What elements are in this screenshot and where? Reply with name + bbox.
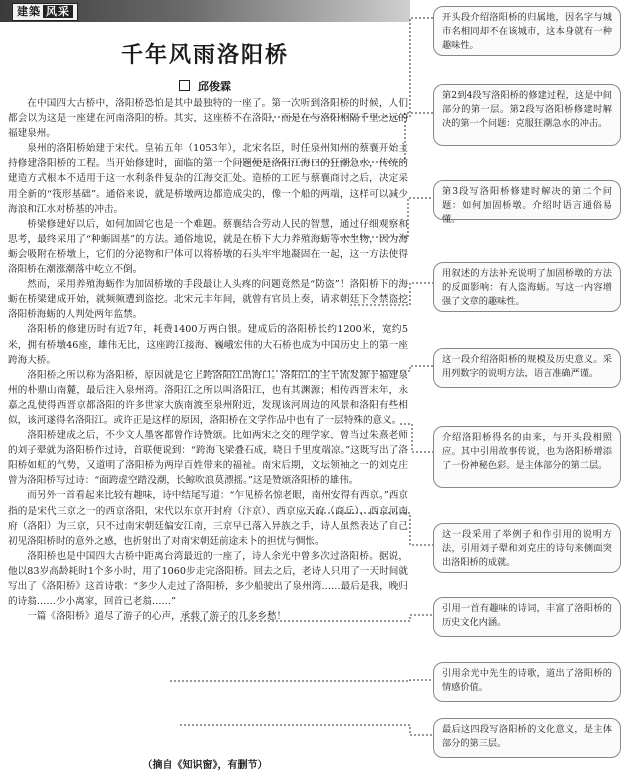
paragraph-1: 在中国四大古桥中，洛阳桥恐怕是其中最独特的一座了。第一次听到洛阳桥的时候，人们都会以为这是一座建在河南洛阳的桥。其实，这座桥不在洛阳，而是在与洛阳相隔千里之远的福建泉州。: [8, 98, 408, 140]
paragraph-7: 洛阳桥建成之后，不少文人墨客都曾作诗赞颂。比如两宋之交的理学家、曾当过朱熹老师的刘子翚就为洛阳桥作过诗，首联便说到：“跨海飞梁叠石成，晓日千里度端凉。”这既写出了洛阳桥如虹的气势，又道明了洛阳桥为两岸百姓带来的福祉。南宋后期，文坛领袖之一的刘克庄曾为洛阳桥写过诗：“面跨虚空踏没潮，长鲸吹浪莫漂摇。”这是赞颂洛阳桥的雄伟。: [8, 430, 408, 487]
paragraph-6: 洛阳桥之所以称为洛阳桥，原因就是它上跨洛阳江出海口。洛阳江的主干流发源于福建泉州的朴鼎山南麓，最后注入泉州湾。洛阳江之所以叫洛阳江，也有其渊源；相传西晋末年，永嘉之乱使得西晋京都洛阳的许多世家大族南渡至泉州附近，发现该河周边的风景和洛阳有些相似，该河遂得名洛阳江。或许正是这样的原因，洛阳桥在文学作品中也有了一层特殊的意义。: [8, 369, 408, 426]
paragraph-3: 桥梁修建好以后，如何加固它也是一个难题。蔡襄结合劳动人民的智慧，通过仔细观察和思考，最终采用了“种蛎固基”的方法。通俗地说，就是在桥下大力养殖海蛎等水生物，因为海蛎会吸附在桥墩上，它们的分泌物和尸体可以将桥墩的石头牢牢地凝固在一起，这一方法使得洛阳桥在潮涨潮落中屹立不倒。: [8, 218, 408, 276]
paragraph-4: 然而，采用养殖海蛎作为加固桥墩的手段最让人头疼的问题竟然是“防盗”！洛阳桥下的海蛎在桥梁建成开始，就频频遭到盗挖。北宋元丰年间，就曾有官员上奏，请求朝廷下令禁盗挖洛阳桥海蛎的人判处两年监禁。: [8, 279, 408, 321]
connector-8: [180, 615, 433, 621]
annotation-note-8: 引用一首有趣味的诗词，丰富了洛阳桥的历史文化内涵。: [433, 597, 621, 637]
annotation-note-1: 开头段介绍洛阳桥的归属地，因名字与城市名相同却不在该城市，这本身就有一种趣味性。: [433, 6, 621, 56]
connector-5: [200, 366, 433, 371]
connector-3: [340, 198, 433, 237]
annotation-note-10: 最后这四段写洛阳桥的文化意义，是主体部分的第三层。: [433, 718, 621, 758]
paragraph-2: 泉州的洛阳桥始建于宋代。皇祐五年（1053年），北宋名臣，时任泉州知州的蔡襄开始主持修建洛阳桥的工程。当开始修建时，面临的第一个问题便是洛阳江海口的狂潮急水，传统的建造方式根本不适用于这一水利条件复杂的江海交汇处。造桥的工匠与蔡襄商讨之后，决定采用全新的“筏形基础”。通俗来说，就是桥墩两边都造成尖的，像一个船的两端，这样可以减少海浪和江水对桥基的冲击。: [8, 143, 408, 215]
connector-7: [300, 513, 433, 545]
paragraph-10: 一篇《洛阳桥》道尽了游子的心声，承载了游子的几多乡愁！: [27, 611, 287, 623]
annotation-note-9: 引用余光中先生的诗歌，道出了洛阳桥的情感价值。: [433, 662, 621, 702]
connector-4: [350, 283, 433, 305]
connector-1: [270, 18, 433, 117]
annotation-note-6: 介绍洛阳桥得名的由来，与开头段相照应。其中引用故事传说，也为洛阳桥增添了一份神秘色彩。是主体部分的第二层。: [433, 426, 621, 488]
annotation-note-7: 这一段采用了举例子和作引用的说明方法，引用刘子翚和刘克庄的诗句来侧面突出洛阳桥的成就。: [433, 523, 621, 573]
annotation-note-3: 第3段写洛阳桥修建时解决的第二个问题：如何加固桥墩。介绍时语言通俗易懂。: [433, 180, 621, 220]
section-tag-sub: 风采: [43, 5, 73, 18]
annotation-note-5: 这一段介绍洛阳桥的规模及历史意义。采用列数字的说明方法，语言准确严谨。: [433, 348, 621, 388]
article-source: （摘自《知识窗》，有删节）: [142, 760, 268, 771]
paragraph-8: 而另外一首看起来比较有趣味，诗中结尾写道：“乍见桥名惊老眼，南州安得有西京。”西京指的是宋代三京之一的西京洛阳，宋代以东京开封府（汴京）、西京应天府（商丘）、西京河南府（洛阳）为三京，只不过南宋朝廷偏安江南，三京早已落入异族之手，诗人虽然表达了自己初见洛阳桥时的意外之感，也折射出了对南宋朝廷前途未卜的担忧与惆怅。: [8, 490, 408, 547]
annotation-note-4: 用叙述的方法补充说明了加固桥墩的方法的反面影响：有人盗海蛎。写这一内容增强了文章的趣味性。: [433, 262, 621, 312]
paragraph-9: 洛阳桥也是中国四大古桥中距离台湾最近的一座了，诗人余光中曾多次过洛阳桥。据说，他以83岁高龄耗时1个多小时，用了1060步走完洛阳桥。回去之后，老诗人只用了一天时间就写出了《洛阳桥》这首诗歌：“多少人走过了洛阳桥，多少船驶出了泉州湾……最后是我，晚归的诗翁……少小离家，回首已老翁……”: [8, 550, 408, 608]
section-tag-main: 建築: [17, 5, 41, 18]
paragraph-5: 洛阳桥的修建历时有近7年，耗费1400万两白银。建成后的洛阳桥长约1200米，宽约5米，拥有桥墩46座，雄伟无比，这座跨江接海、巍峨宏伟的大石桥也成为中国历史上的第一座跨海大桥。: [8, 324, 408, 366]
author-name: 邱俊霖: [198, 80, 231, 93]
connector-10: [180, 725, 433, 735]
connector-6: [400, 424, 433, 452]
article-title: 千年风雨洛阳桥: [120, 43, 289, 68]
annotation-note-2: 第2到4段写洛阳桥的修建过程，这是中间部分的第一层。第2段写洛阳桥修建时解决的第一个问题：克服狂潮急水的冲击。: [433, 84, 621, 146]
connector-9: [170, 680, 433, 681]
connector-2: [240, 113, 433, 162]
